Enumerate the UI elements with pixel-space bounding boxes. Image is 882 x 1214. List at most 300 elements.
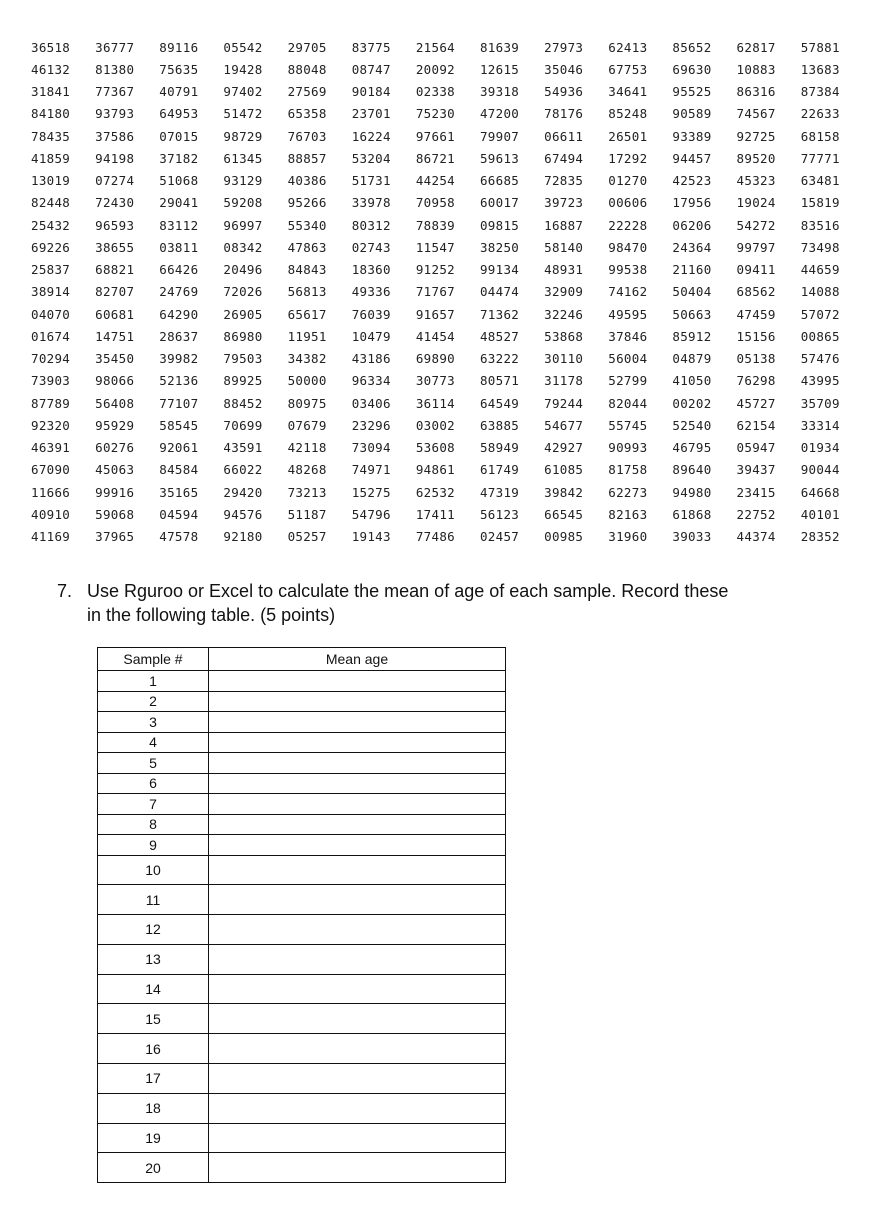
random-digits-cell: 53204	[351, 150, 391, 166]
random-digits-cell: 17956	[672, 195, 712, 211]
random-digits-cell: 25837	[31, 262, 71, 278]
random-digits-cell: 66022	[223, 462, 263, 478]
sample-number-cell: 13	[98, 944, 209, 974]
random-digits-cell: 73094	[351, 440, 391, 456]
random-digits-cell: 82044	[608, 395, 648, 411]
random-digits-cell: 38655	[95, 239, 135, 255]
random-digits-cell: 07015	[159, 128, 199, 144]
random-digits-row	[31, 370, 865, 392]
random-digits-row	[31, 392, 865, 414]
random-digits-cell: 37846	[608, 328, 648, 344]
random-digits-cell: 04879	[672, 351, 712, 367]
random-digits-cell: 94198	[95, 150, 135, 166]
random-digits-cell: 35709	[800, 395, 840, 411]
mean-age-cell[interactable]	[209, 974, 506, 1004]
random-digits-cell: 65358	[287, 106, 327, 122]
random-digits-cell: 80571	[479, 373, 520, 389]
mean-age-cell[interactable]	[209, 794, 506, 815]
mean-age-cell[interactable]	[209, 773, 506, 794]
random-digits-cell: 89116	[159, 39, 199, 55]
random-digits-cell: 01674	[31, 328, 71, 344]
table-row	[98, 1004, 506, 1034]
random-digits-cell: 84843	[287, 262, 327, 278]
random-digits-cell: 38914	[31, 284, 71, 300]
random-digits-cell: 47319	[479, 484, 520, 500]
random-digits-cell: 89925	[223, 373, 263, 389]
random-digits-cell: 08342	[223, 239, 263, 255]
mean-age-cell[interactable]	[209, 814, 506, 835]
random-digits-cell: 56004	[608, 351, 648, 367]
random-digits-cell: 50404	[672, 284, 712, 300]
random-digits-cell: 54796	[351, 506, 391, 522]
random-digits-cell: 08747	[351, 61, 391, 77]
random-digits-cell: 70958	[415, 195, 455, 211]
random-digits-cell: 83775	[351, 39, 391, 55]
random-digits-cell: 56123	[479, 506, 520, 522]
random-digits-cell: 43186	[351, 351, 391, 367]
random-digits-cell: 53608	[415, 440, 455, 456]
random-digits-cell: 84180	[31, 106, 71, 122]
random-digits-cell: 79244	[544, 395, 584, 411]
table-row	[98, 732, 506, 753]
random-digits-cell: 53868	[544, 328, 584, 344]
random-digits-cell: 27569	[287, 84, 327, 100]
random-digits-cell: 51731	[351, 173, 391, 189]
random-digits-cell: 59613	[479, 150, 520, 166]
sample-number-cell: 10	[98, 855, 209, 885]
mean-age-cell[interactable]	[209, 1004, 506, 1034]
random-digits-cell: 94576	[223, 506, 263, 522]
random-digits-cell: 99916	[95, 484, 135, 500]
random-digits-row	[31, 481, 865, 503]
random-digits-cell: 42927	[544, 440, 584, 456]
mean-age-cell[interactable]	[209, 1153, 506, 1183]
random-digits-cell: 57072	[800, 306, 840, 322]
random-digits-cell: 92061	[159, 440, 199, 456]
question-text-line-1: Use Rguroo or Excel to calculate the mean of age of each sample. Record these	[87, 581, 729, 601]
sample-number-cell: 3	[98, 712, 209, 733]
random-digits-row	[31, 125, 865, 147]
mean-age-header: Mean age	[209, 648, 506, 671]
random-digits-cell: 57881	[800, 39, 840, 55]
random-digits-cell: 34641	[608, 84, 648, 100]
random-digits-cell: 58949	[479, 440, 520, 456]
random-digits-cell: 33978	[351, 195, 391, 211]
random-digits-cell: 74567	[736, 106, 776, 122]
random-digits-cell: 66426	[159, 262, 199, 278]
random-digits-cell: 82163	[608, 506, 648, 522]
mean-age-cell[interactable]	[209, 691, 506, 712]
random-digits-cell: 37182	[159, 150, 199, 166]
sample-number-cell: 2	[98, 691, 209, 712]
random-digits-cell: 88048	[287, 61, 327, 77]
random-digits-cell: 04070	[31, 306, 71, 322]
sample-number-cell: 11	[98, 885, 209, 915]
random-digits-cell: 18360	[351, 262, 391, 278]
random-digits-cell: 94457	[672, 150, 712, 166]
random-digits-cell: 81639	[479, 39, 520, 55]
random-digits-cell: 00202	[672, 395, 712, 411]
random-digits-cell: 74971	[351, 462, 391, 478]
random-digits-cell: 82448	[31, 195, 71, 211]
random-digits-cell: 59068	[95, 506, 135, 522]
random-digits-cell: 12615	[479, 61, 520, 77]
random-digits-cell: 84584	[159, 462, 199, 478]
random-digits-cell: 96997	[223, 217, 263, 233]
random-digits-cell: 00865	[800, 328, 840, 344]
random-digits-cell: 06206	[672, 217, 712, 233]
random-digits-cell: 55340	[287, 217, 327, 233]
random-digits-cell: 98470	[608, 239, 648, 255]
random-digits-cell: 20496	[223, 262, 263, 278]
random-digits-cell: 23415	[736, 484, 776, 500]
random-digits-cell: 52136	[159, 373, 199, 389]
random-digits-cell: 36114	[415, 395, 455, 411]
random-digits-cell: 69226	[31, 239, 71, 255]
random-digits-cell: 03811	[159, 239, 199, 255]
random-digits-cell: 40101	[800, 506, 840, 522]
random-digits-cell: 00606	[608, 195, 648, 211]
random-digits-cell: 10883	[736, 61, 776, 77]
random-digits-cell: 62817	[736, 39, 776, 55]
random-digits-cell: 46795	[672, 440, 712, 456]
random-digits-cell: 41454	[415, 328, 455, 344]
random-digits-cell: 86980	[223, 328, 263, 344]
random-digits-cell: 41169	[31, 529, 71, 545]
mean-age-cell[interactable]	[209, 944, 506, 974]
random-digits-cell: 81758	[608, 462, 648, 478]
random-digits-cell: 77771	[800, 150, 840, 166]
random-digits-cell: 20092	[415, 61, 455, 77]
random-digits-cell: 95266	[287, 195, 327, 211]
random-digits-cell: 39842	[544, 484, 584, 500]
random-digits-cell: 51068	[159, 173, 199, 189]
random-digits-cell: 11666	[31, 484, 71, 500]
random-digits-cell: 50000	[287, 373, 327, 389]
random-digits-cell: 39982	[159, 351, 199, 367]
mean-age-cell[interactable]	[209, 1064, 506, 1094]
random-digits-cell: 22228	[608, 217, 648, 233]
random-digits-cell: 16224	[351, 128, 391, 144]
mean-age-cell[interactable]	[209, 835, 506, 856]
random-digits-row	[31, 236, 865, 258]
table-row	[98, 915, 506, 945]
table-row	[98, 794, 506, 815]
random-digits-cell: 73498	[800, 239, 840, 255]
random-digits-cell: 81380	[95, 61, 135, 77]
random-digits-cell: 00985	[544, 529, 584, 545]
random-digits-cell: 17292	[608, 150, 648, 166]
random-digits-cell: 99797	[736, 239, 776, 255]
random-digits-cell: 22633	[800, 106, 840, 122]
random-digits-cell: 39723	[544, 195, 584, 211]
random-digits-cell: 61345	[223, 150, 263, 166]
random-digits-cell: 93793	[95, 106, 135, 122]
random-digits-cell: 75635	[159, 61, 199, 77]
random-digits-cell: 02743	[351, 239, 391, 255]
random-digits-cell: 64290	[159, 306, 199, 322]
random-digits-cell: 40791	[159, 84, 199, 100]
random-digits-cell: 99538	[608, 262, 648, 278]
table-row	[98, 671, 506, 692]
mean-age-cell[interactable]	[209, 732, 506, 753]
random-digits-cell: 42523	[672, 173, 712, 189]
random-digits-cell: 65617	[287, 306, 327, 322]
random-digits-cell: 19428	[223, 61, 263, 77]
random-digits-cell: 41859	[31, 150, 71, 166]
random-digits-cell: 77486	[415, 529, 455, 545]
random-digits-cell: 40910	[31, 506, 71, 522]
random-digits-cell: 92320	[31, 417, 71, 433]
sample-number-cell: 4	[98, 732, 209, 753]
random-digits-row	[31, 214, 865, 236]
table-row	[98, 1153, 506, 1183]
random-digits-cell: 89520	[736, 150, 776, 166]
mean-age-cell[interactable]	[209, 1034, 506, 1064]
random-digits-cell: 28637	[159, 328, 199, 344]
random-digits-cell: 35165	[159, 484, 199, 500]
random-digits-cell: 90044	[800, 462, 840, 478]
random-digits-cell: 76039	[351, 306, 391, 322]
random-digits-cell: 61749	[479, 462, 520, 478]
random-digits-cell: 15156	[736, 328, 776, 344]
random-digits-cell: 56408	[95, 395, 135, 411]
random-digits-cell: 17411	[415, 506, 455, 522]
random-digits-cell: 14088	[800, 284, 840, 300]
random-digits-cell: 57476	[800, 351, 840, 367]
random-digits-row	[31, 303, 865, 325]
random-digits-row	[31, 348, 865, 370]
random-digits-cell: 21564	[415, 39, 455, 55]
random-digits-cell: 36777	[95, 39, 135, 55]
random-digits-cell: 39437	[736, 462, 776, 478]
random-digits-cell: 02338	[415, 84, 455, 100]
sample-number-cell: 1	[98, 671, 209, 692]
random-digits-cell: 62154	[736, 417, 776, 433]
question-7	[57, 579, 837, 627]
random-digits-cell: 03002	[415, 417, 455, 433]
random-digits-cell: 01270	[608, 173, 648, 189]
random-digits-cell: 67753	[608, 61, 648, 77]
random-digits-cell: 29041	[159, 195, 199, 211]
random-digits-cell: 60276	[95, 440, 135, 456]
random-digits-cell: 92180	[223, 529, 263, 545]
random-digits-cell: 73213	[287, 484, 327, 500]
random-digits-cell: 04594	[159, 506, 199, 522]
sample-number-cell: 8	[98, 814, 209, 835]
random-digits-cell: 70699	[223, 417, 263, 433]
mean-age-cell[interactable]	[209, 712, 506, 733]
random-digits-cell: 55745	[608, 417, 648, 433]
sample-number-cell: 17	[98, 1064, 209, 1094]
random-digits-cell: 64668	[800, 484, 840, 500]
sample-number-cell: 5	[98, 753, 209, 774]
random-digits-cell: 32909	[544, 284, 584, 300]
random-digits-cell: 62413	[608, 39, 648, 55]
random-digits-cell: 27973	[544, 39, 584, 55]
sample-number-cell: 7	[98, 794, 209, 815]
random-digits-cell: 50663	[672, 306, 712, 322]
random-digits-cell: 15819	[800, 195, 840, 211]
random-digits-cell: 88857	[287, 150, 327, 166]
random-digits-cell: 22752	[736, 506, 776, 522]
random-digits-cell: 77107	[159, 395, 199, 411]
random-digits-cell: 09411	[736, 262, 776, 278]
random-digits-cell: 87384	[800, 84, 840, 100]
table-row	[98, 1093, 506, 1123]
sample-number-cell: 19	[98, 1123, 209, 1153]
random-digits-cell: 93389	[672, 128, 712, 144]
random-digits-cell: 96334	[351, 373, 391, 389]
random-digits-cell: 62273	[608, 484, 648, 500]
random-digits-cell: 23296	[351, 417, 391, 433]
random-digits-cell: 31841	[31, 84, 71, 100]
mean-age-cell[interactable]	[209, 915, 506, 945]
random-digits-cell: 68158	[800, 128, 840, 144]
table-row	[98, 974, 506, 1004]
random-digits-cell: 05257	[287, 529, 327, 545]
question-number: 7.	[57, 581, 73, 601]
sample-number-cell: 14	[98, 974, 209, 1004]
random-digits-cell: 85248	[608, 106, 648, 122]
random-digits-cell: 21160	[672, 262, 712, 278]
table-row	[98, 1123, 506, 1153]
mean-age-cell[interactable]	[209, 1123, 506, 1153]
random-digits-cell: 74162	[608, 284, 648, 300]
random-digits-cell: 73903	[31, 373, 71, 389]
random-digits-cell: 45063	[95, 462, 135, 478]
random-digits-cell: 83516	[800, 217, 840, 233]
table-row	[98, 814, 506, 835]
random-digits-cell: 30110	[544, 351, 584, 367]
random-digits-cell: 64549	[479, 395, 520, 411]
random-digits-cell: 98066	[95, 373, 135, 389]
sample-number-cell: 18	[98, 1093, 209, 1123]
random-digits-cell: 24364	[672, 239, 712, 255]
random-digits-cell: 05138	[736, 351, 776, 367]
table-row	[98, 855, 506, 885]
random-digits-cell: 58545	[159, 417, 199, 433]
random-digits-cell: 43591	[223, 440, 263, 456]
random-digits-cell: 69630	[672, 61, 712, 77]
random-digits-cell: 70294	[31, 351, 71, 367]
random-digits-cell: 44374	[736, 529, 776, 545]
random-digits-cell: 86721	[415, 150, 455, 166]
random-digits-table	[31, 36, 865, 548]
random-digits-cell: 63885	[479, 417, 520, 433]
random-digits-cell: 13683	[800, 61, 840, 77]
random-digits-cell: 05542	[223, 39, 263, 55]
random-digits-cell: 48931	[544, 262, 584, 278]
random-digits-cell: 76703	[287, 128, 327, 144]
random-digits-cell: 10479	[351, 328, 391, 344]
random-digits-row	[31, 414, 865, 436]
sample-number-cell: 15	[98, 1004, 209, 1034]
random-digits-cell: 77367	[95, 84, 135, 100]
mean-age-cell[interactable]	[209, 885, 506, 915]
mean-age-cell[interactable]	[209, 1093, 506, 1123]
random-digits-cell: 85912	[672, 328, 712, 344]
random-digits-cell: 29705	[287, 39, 327, 55]
random-digits-cell: 72430	[95, 195, 135, 211]
table-row	[98, 691, 506, 712]
table-row	[98, 835, 506, 856]
random-digits-cell: 39318	[479, 84, 520, 100]
random-digits-cell: 63481	[800, 173, 840, 189]
random-digits-cell: 85652	[672, 39, 712, 55]
random-digits-cell: 86316	[736, 84, 776, 100]
random-digits-cell: 99134	[479, 262, 520, 278]
random-digits-cell: 49336	[351, 284, 391, 300]
random-digits-cell: 40386	[287, 173, 327, 189]
random-digits-cell: 51187	[287, 506, 327, 522]
random-digits-cell: 49595	[608, 306, 648, 322]
table-row	[98, 773, 506, 794]
random-digits-cell: 61868	[672, 506, 712, 522]
mean-age-cell[interactable]	[209, 671, 506, 692]
random-digits-cell: 80975	[287, 395, 327, 411]
random-digits-cell: 04474	[479, 284, 520, 300]
random-digits-cell: 54936	[544, 84, 584, 100]
random-digits-cell: 43995	[800, 373, 840, 389]
random-digits-cell: 96593	[95, 217, 135, 233]
question-text-line-2: in the following table. (5 points)	[87, 605, 336, 625]
random-digits-cell: 47200	[479, 106, 520, 122]
random-digits-cell: 78435	[31, 128, 71, 144]
random-digits-cell: 94861	[415, 462, 455, 478]
random-digits-cell: 24769	[159, 284, 199, 300]
random-digits-row	[31, 147, 865, 169]
random-digits-cell: 47459	[736, 306, 776, 322]
random-digits-cell: 44659	[800, 262, 840, 278]
random-digits-cell: 34382	[287, 351, 327, 367]
random-digits-cell: 45323	[736, 173, 776, 189]
sample-number-header: Sample #	[98, 648, 209, 671]
random-digits-cell: 91657	[415, 306, 455, 322]
random-digits-cell: 98729	[223, 128, 263, 144]
table-row	[98, 944, 506, 974]
random-digits-row	[31, 81, 865, 103]
random-digits-cell: 64953	[159, 106, 199, 122]
sample-number-cell: 6	[98, 773, 209, 794]
random-digits-cell: 19143	[351, 529, 391, 545]
random-digits-cell: 80312	[351, 217, 391, 233]
mean-age-cell[interactable]	[209, 753, 506, 774]
mean-age-cell[interactable]	[209, 855, 506, 885]
random-digits-cell: 32246	[544, 306, 584, 322]
table-row	[98, 1064, 506, 1094]
random-digits-cell: 71362	[479, 306, 520, 322]
random-digits-cell: 46391	[31, 440, 71, 456]
random-digits-cell: 13019	[31, 173, 71, 189]
random-digits-cell: 28352	[800, 529, 840, 545]
random-digits-cell: 47578	[159, 529, 199, 545]
random-digits-cell: 35450	[95, 351, 135, 367]
random-digits-cell: 97402	[223, 84, 263, 100]
random-digits-cell: 30773	[415, 373, 455, 389]
mean-age-table	[97, 647, 506, 1183]
random-digits-cell: 59208	[223, 195, 263, 211]
random-digits-cell: 79503	[223, 351, 263, 367]
random-digits-cell: 26501	[608, 128, 648, 144]
random-digits-cell: 78839	[415, 217, 455, 233]
random-digits-cell: 95525	[672, 84, 712, 100]
random-digits-cell: 52540	[672, 417, 712, 433]
random-digits-cell: 68821	[95, 262, 135, 278]
random-digits-cell: 78176	[544, 106, 584, 122]
sample-number-cell: 20	[98, 1153, 209, 1183]
random-digits-cell: 91252	[415, 262, 455, 278]
